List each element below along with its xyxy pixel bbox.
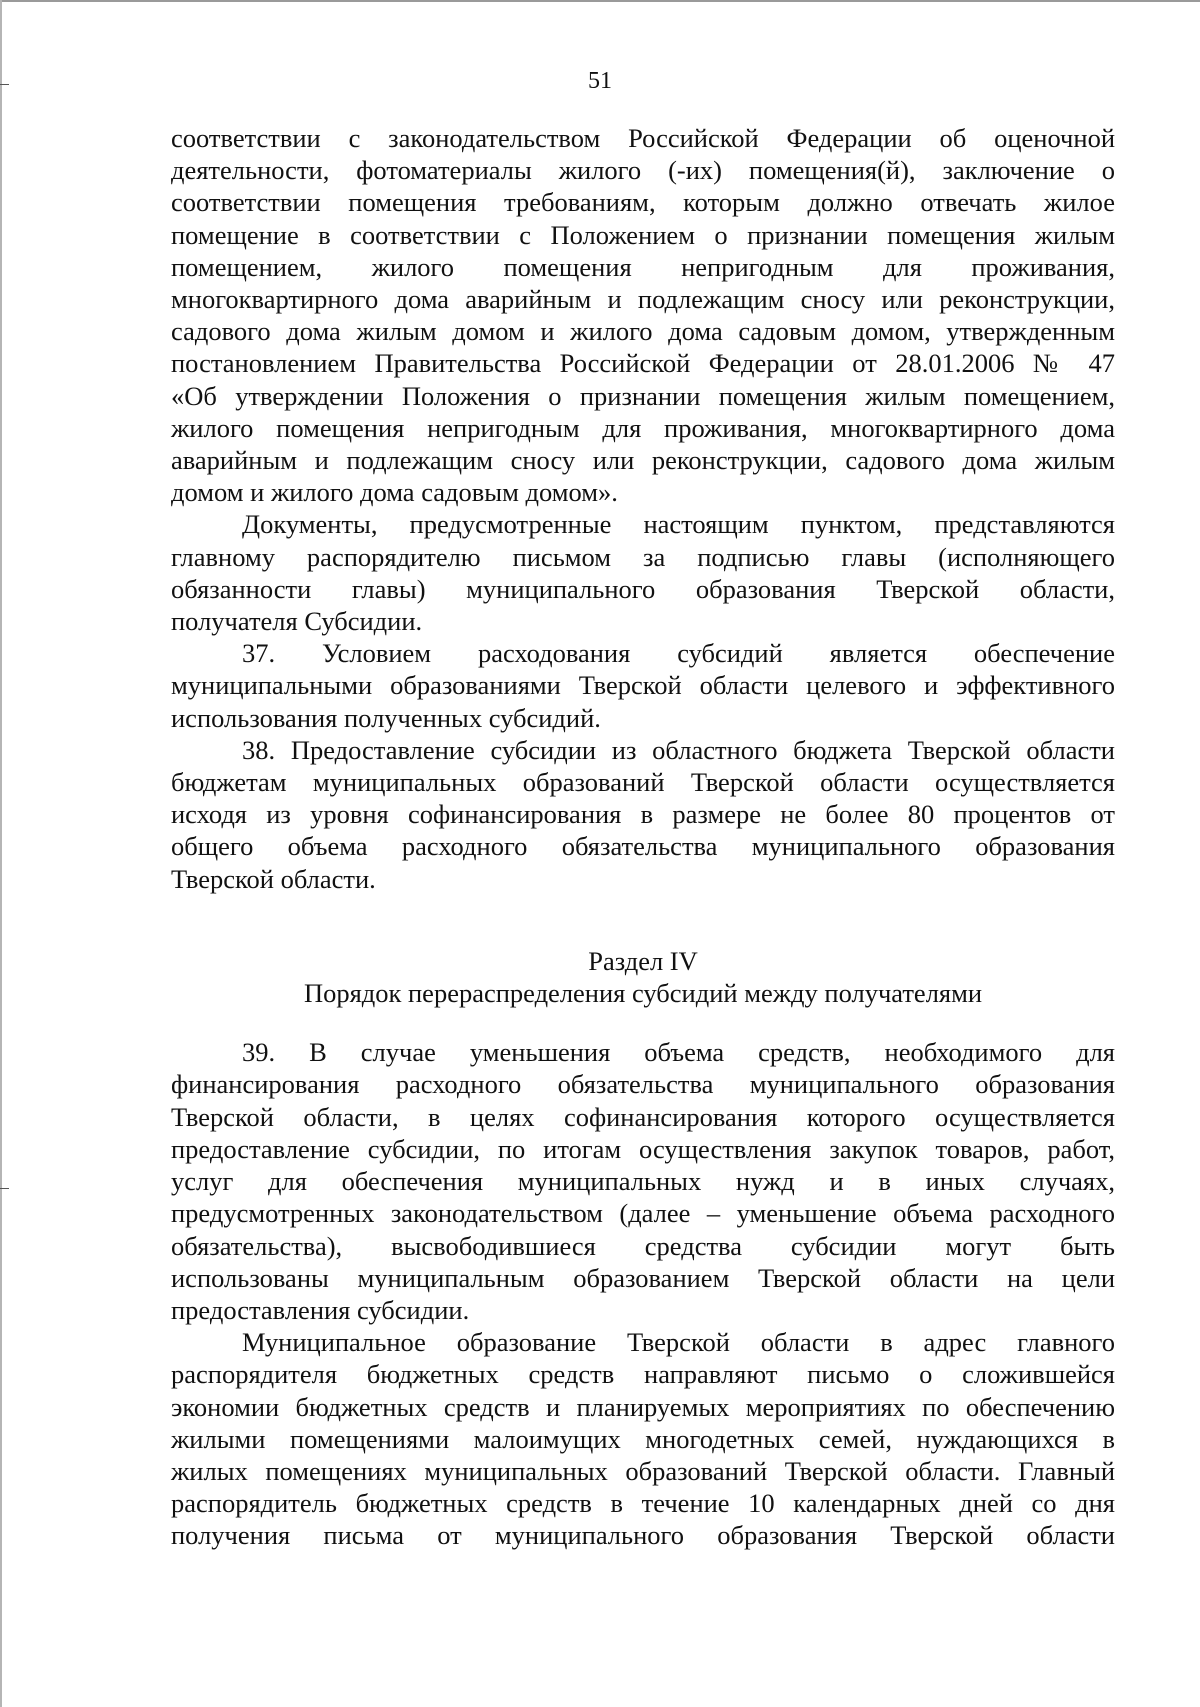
text-line: Муниципальное образование Тверской области в адрес главного (242, 1327, 1115, 1358)
paragraph (171, 122, 1115, 508)
text-line: исходя из уровня софинансирования в размере не более 80 процентов от (171, 799, 1115, 830)
spacer (171, 895, 1115, 945)
paragraph-item-37 (171, 637, 1115, 734)
text-line: «Об утверждении Положения о признании помещения жилым помещением, (171, 380, 1115, 411)
text-line: обязанности главы) муниципального образования Тверской области, (171, 573, 1115, 604)
text-line: распорядитель бюджетных средств в течение 10 календарных дней со дня (171, 1488, 1115, 1519)
section-title: Раздел IV (588, 945, 698, 976)
text-line: Тверской области, в целях софинансирования которого осуществляется (171, 1101, 1115, 1132)
text-line: деятельности, фотоматериалы жилого (-их) помещения(й), заключение о (171, 155, 1115, 186)
text-line: 39. В случае уменьшения объема средств, необходимого для (242, 1037, 1115, 1068)
text-line: использования полученных субсидий. (171, 702, 601, 733)
text-line: бюджетам муниципальных образований Тверской области осуществляется (171, 767, 1115, 798)
scan-edge-top (0, 0, 1200, 2)
text-line: общего объема расходного обязательства муниципального образования (171, 831, 1115, 862)
text-line: многоквартирного дома аварийным и подлежащим сносу или реконструкции, (171, 284, 1115, 315)
paragraph-item-38 (171, 734, 1115, 895)
text-line: распорядителя бюджетных средств направляют письмо о сложившейся (171, 1359, 1115, 1390)
text-line: обязательства), высвободившиеся средства субсидии могут быть (171, 1230, 1115, 1261)
text-line: помещение в соответствии с Положением о признании помещения жилым (171, 219, 1115, 250)
text-line: домом и жилого дома садовым домом». (171, 477, 618, 508)
text-line: садового дома жилым домом и жилого дома садовым домом, утвержденным (171, 316, 1115, 347)
paragraph-item-39 (171, 1036, 1115, 1326)
scan-edge-mark (0, 1188, 9, 1189)
text-line: финансирования расходного обязательства муниципального образования (171, 1069, 1115, 1100)
text-line: 37. Условием расходования субсидий является обеспечение (242, 638, 1115, 669)
text-line: экономии бюджетных средств и планируемых мероприятиях по обеспечению (171, 1391, 1115, 1422)
spacer (171, 1009, 1115, 1036)
text-line: муниципальными образованиями Тверской области целевого и эффективного (171, 670, 1115, 701)
section-subtitle: Порядок перераспределения субсидий между получателями (303, 978, 983, 1009)
document-body (171, 122, 1115, 1552)
paragraph (171, 1326, 1115, 1551)
text-line: Документы, предусмотренные настоящим пунктом, представляются (242, 509, 1115, 540)
text-line: получателя Субсидии. (171, 606, 423, 637)
text-line: жилыми помещениями малоимущих многодетных семей, нуждающихся в (171, 1423, 1115, 1454)
text-line: получения письма от муниципального образования Тверской области (171, 1520, 1115, 1551)
text-line: услуг для обеспечения муниципальных нужд и в иных случаях, (171, 1166, 1115, 1197)
text-line: главному распорядителю письмом за подписью главы (исполняющего (171, 541, 1115, 572)
text-line: постановлением Правительства Российской Федерации от 28.01.2006 № 47 (171, 348, 1115, 379)
scan-edge-left (0, 0, 2, 1707)
text-line: предусмотренных законодательством (далее – уменьшение объема расходного (171, 1198, 1115, 1229)
text-line: жилых помещениях муниципальных образований Тверской области. Главный (171, 1455, 1115, 1486)
text-line: предоставления субсидии. (171, 1294, 470, 1325)
text-line: соответствии с законодательством Российской Федерации об оценочной (171, 123, 1115, 153)
page-number: 51 (588, 68, 612, 94)
text-line: аварийным и подлежащим сносу или реконструкции, садового дома жилым (171, 445, 1115, 476)
text-line: 38. Предоставление субсидии из областного бюджета Тверской области (242, 734, 1115, 765)
text-line: жилого помещения непригодным для проживания, многоквартирного дома (171, 412, 1115, 443)
text-line: предоставление субсидии, по итогам осуществления закупок товаров, работ, (171, 1133, 1115, 1164)
text-line: соответствии помещения требованиям, которым должно отвечать жилое (171, 187, 1115, 218)
paragraph (171, 508, 1115, 637)
text-line: использованы муниципальным образованием Тверской области на цели (171, 1262, 1115, 1293)
text-line: Тверской области. (171, 863, 376, 894)
text-line: помещением, жилого помещения непригодным для проживания, (171, 251, 1115, 282)
